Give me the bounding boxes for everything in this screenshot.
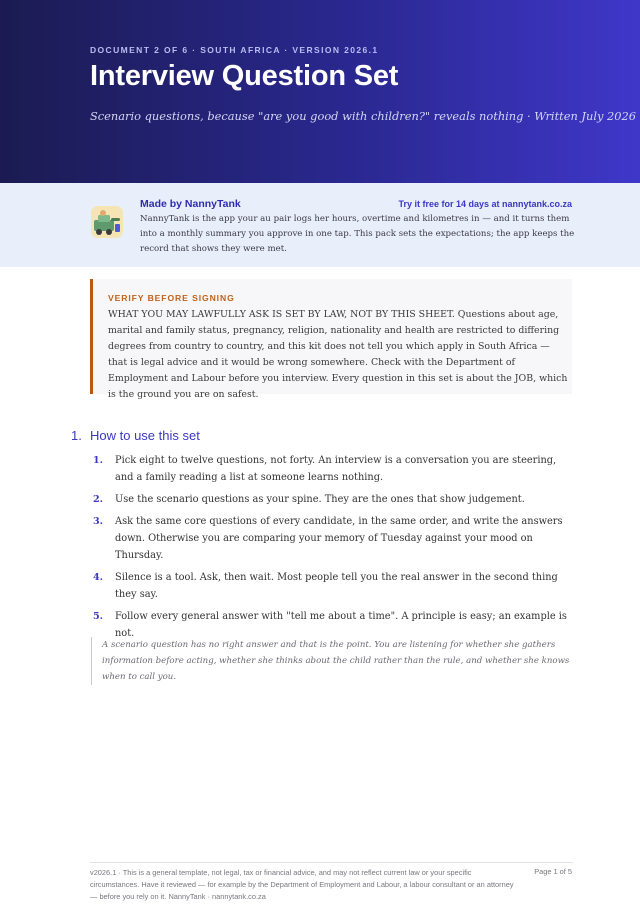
step-text: Use the scenario questions as your spine. They are the ones that show judgement. xyxy=(115,494,525,505)
verify-callout-label: VERIFY BEFORE SIGNING xyxy=(108,293,235,303)
scenario-note: A scenario question has no right answer and that is the point. You are listening for whether she gathers information before acting, whether she thinks about the child rather than the rule, and whether she knows when to call you. xyxy=(91,637,573,685)
step-number: 1. xyxy=(93,455,104,466)
step-text: Silence is a tool. Ask, then wait. Most people tell you the real answer in the second thing they say. xyxy=(115,572,558,600)
page-subtitle: Scenario questions, because "are you good with children?" reveals nothing · Written July 2026 xyxy=(90,109,637,123)
list-item xyxy=(93,491,575,508)
footer-disclaimer: v2026.1 · This is a general template, not legal, tax or financial advice, and may not reflect current law or your specific circumstances. Have it reviewed — for example by the Department of Employment and Labour, a labour consultant or an attorney — before you rely on it. NannyTank · nannytank.co.za xyxy=(90,868,514,901)
step-number: 5. xyxy=(93,611,104,622)
section-heading xyxy=(71,428,200,443)
document-header xyxy=(0,0,640,183)
step-number: 2. xyxy=(93,494,104,505)
verify-callout-text: WHAT YOU MAY LAWFULLY ASK IS SET BY LAW, NOT BY THIS SHEET. Questions about age, marital and family status, pregnancy, religion, nationality and health are restricted to differing degrees from country to country, and this kit does not tell you which apply in South Africa — that is legal advice and it would be wrong somewhere. Check with the Department of Employment and Labour before you interview. Every question in this set is about the JOB, which is the ground you are on safest. xyxy=(108,309,568,400)
list-item xyxy=(93,569,575,603)
list-item xyxy=(93,513,575,564)
step-number: 4. xyxy=(93,572,104,583)
footer-divider xyxy=(90,862,573,863)
promo-title: Made by NannyTank xyxy=(140,198,241,210)
step-text: Follow every general answer with "tell me about a time". A principle is easy; an example is not. xyxy=(115,611,567,639)
steps-list xyxy=(93,452,575,647)
section-number: 1. xyxy=(71,428,82,443)
section-title: How to use this set xyxy=(90,428,200,443)
step-number: 3. xyxy=(93,516,104,527)
promo-cta-link[interactable]: Try it free for 14 days at nannytank.co.za xyxy=(398,199,572,209)
verify-callout xyxy=(90,279,572,400)
nannytank-logo-icon xyxy=(91,206,123,238)
step-text: Pick eight to twelve questions, not forty. An interview is a conversation you are steering, and a family reading a list at someone learns nothing. xyxy=(115,455,557,483)
page-title: Interview Question Set xyxy=(90,60,399,92)
page-number: Page 1 of 5 xyxy=(534,867,572,876)
step-text: Ask the same core questions of every candidate, in the same order, and write the answers down. Otherwise you are comparing your memory of Tuesday against your mood on Thursday. xyxy=(115,516,563,561)
document-meta: DOCUMENT 2 OF 6 · SOUTH AFRICA · VERSION 2026.1 xyxy=(90,45,379,55)
list-item xyxy=(93,452,575,486)
promo-description: NannyTank is the app your au pair logs her hours, overtime and kilometres in — and it turns them into a monthly summary you approve in one tap. This pack sets the expectations; the app keeps the record that shows they were met. xyxy=(140,214,575,254)
